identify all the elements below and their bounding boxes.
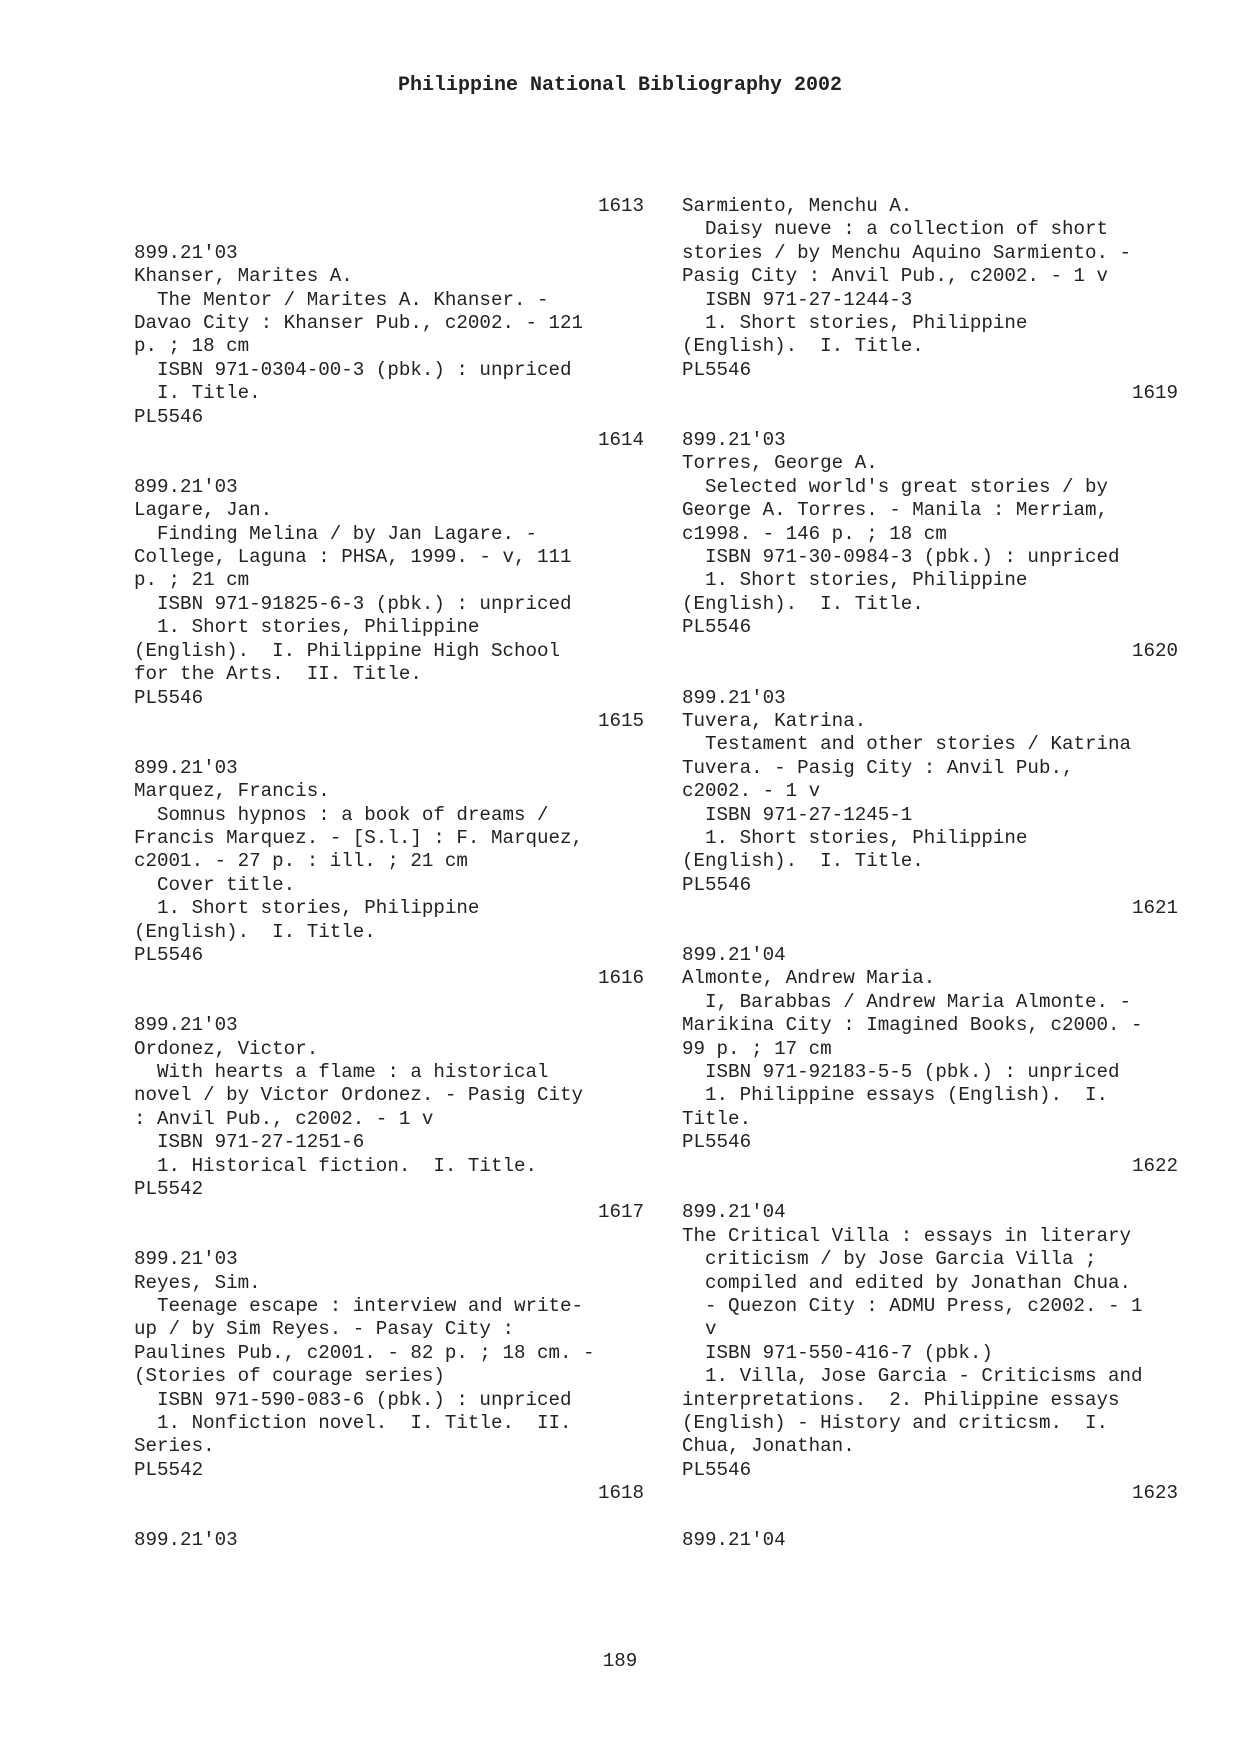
line-gap (682, 406, 1178, 429)
right-column (682, 195, 1178, 1552)
entry-line: ISBN 971-27-1251-6 (134, 1131, 365, 1154)
entry-number: 1623 (1131, 1482, 1178, 1505)
entry-line: (English). I. Title. (682, 850, 924, 873)
entry-line: Tuvera. - Pasig City : Anvil Pub., (682, 756, 1074, 779)
entry-line: 1. Short stories, Philippine (134, 616, 480, 639)
entry-line: Tuvera, Katrina. (682, 709, 867, 732)
entry-line: ISBN 971-30-0984-3 (pbk.) : unpriced (682, 546, 1120, 569)
entry-line: c1998. - 146 p. ; 18 cm (682, 522, 947, 545)
entry-line: PL5546 (682, 358, 752, 381)
entry-number: 1615 (597, 709, 644, 732)
entry-line: With hearts a flame : a historical (134, 1060, 549, 1083)
entry-line: interpretations. 2. Philippine essays (682, 1388, 1120, 1411)
line-gap (134, 1225, 644, 1248)
entry-line: Chua, Jonathan. (682, 1435, 855, 1458)
entry-line: v (682, 1318, 717, 1341)
entry-line: PL5542 (134, 1458, 204, 1481)
entry-line: 1. Villa, Jose Garcia - Criticisms and (682, 1365, 1143, 1388)
entry-number: 1621 (1131, 897, 1178, 920)
entry-line: 899.21'03 (682, 429, 786, 452)
entry-line: PL5542 (134, 1178, 204, 1200)
entry-line: 899.21'03 (134, 756, 238, 779)
entry-number: 1620 (1131, 639, 1178, 662)
entry-line: Cover title. (134, 873, 296, 896)
entry-line: Torres, George A. (682, 452, 878, 475)
entry-line: ISBN 971-27-1245-1 (682, 803, 913, 826)
entry-line: ISBN 971-27-1244-3 (682, 288, 913, 311)
entry-line: ISBN 971-0304-00-3 (pbk.) : unpriced (134, 358, 572, 381)
entry-line: Somnus hypnos : a book of dreams / (134, 803, 549, 826)
entry-line: Pasig City : Anvil Pub., c2002. - 1 v (682, 265, 1109, 288)
entry-line: 1. Nonfiction novel. I. Title. II. (134, 1412, 572, 1435)
entry-line: 899.21'03 (134, 1014, 238, 1037)
entry-line: 899.21'03 (682, 686, 786, 709)
entry-line: PL5546 (134, 686, 204, 709)
entry-line: Daisy nueve : a collection of short (682, 218, 1109, 241)
entry-line: PL5546 (682, 616, 752, 639)
entry-line: criticism / by Jose Garcia Villa ; (682, 1248, 1097, 1271)
entry-line: for the Arts. II. Title. (134, 663, 422, 686)
entry-line: PL5546 (682, 1131, 752, 1154)
entry-line: Title. (682, 1107, 752, 1130)
entry-number: 1618 (597, 1482, 644, 1505)
entry-line: Lagare, Jan. (134, 499, 273, 522)
entry-line: Reyes, Sim. (134, 1271, 261, 1294)
entry-line: 899.21'04 (682, 943, 786, 966)
entry-line: ISBN 971-550-416-7 (pbk.) (682, 1341, 993, 1364)
entry-line: Testament and other stories / Katrina (682, 733, 1132, 756)
line-gap (682, 1178, 1178, 1201)
entry-number: 1619 (1131, 382, 1178, 405)
entry-line: PL5546 (134, 405, 204, 428)
entry-line: ISBN 971-590-083-6 (pbk.) : unpriced (134, 1388, 572, 1411)
entry-line: 1. Historical fiction. I. Title. (134, 1154, 538, 1177)
entry-line: Teenage escape : interview and write- (134, 1295, 584, 1318)
entry-line: stories / by Menchu Aquino Sarmiento. - (682, 241, 1132, 264)
entry-line: I, Barabbas / Andrew Maria Almonte. - (682, 990, 1132, 1013)
line-gap (134, 452, 644, 475)
entry-line: The Critical Villa : essays in literary (682, 1224, 1132, 1247)
entry-number: 1614 (597, 429, 644, 452)
entry-line: up / by Sim Reyes. - Pasay City : (134, 1318, 514, 1341)
entry-line: Khanser, Marites A. (134, 265, 353, 288)
line-gap (682, 1506, 1178, 1529)
entry-line: Series. (134, 1435, 215, 1458)
line-gap (134, 1506, 644, 1529)
entry-line: c2002. - 1 v (682, 780, 821, 803)
entry-line: - Quezon City : ADMU Press, c2002. - 1 (682, 1295, 1143, 1318)
entry-line: p. ; 21 cm (134, 569, 250, 592)
entry-line: The Mentor / Marites A. Khanser. - (134, 288, 549, 311)
entry-line: College, Laguna : PHSA, 1999. - v, 111 (134, 546, 572, 569)
entry-line: c2001. - 27 p. : ill. ; 21 cm (134, 850, 468, 873)
entry-line: 1. Short stories, Philippine (134, 897, 480, 920)
entry-line: compiled and edited by Jonathan Chua. (682, 1271, 1132, 1294)
entry-line: Francis Marquez. - [S.l.] : F. Marquez, (134, 826, 584, 849)
entry-line: ISBN 971-92183-5-5 (pbk.) : unpriced (682, 1060, 1120, 1083)
entry-line: (English). I. Philippine High School (134, 639, 561, 662)
entry-line: (English). I. Title. (682, 335, 924, 358)
entry-line: Marquez, Francis. (134, 780, 330, 803)
left-column (134, 195, 644, 1552)
line-gap (134, 991, 644, 1014)
line-gap (682, 921, 1178, 944)
entry-line: : Anvil Pub., c2002. - 1 v (134, 1107, 434, 1130)
entry-line: ISBN 971-91825-6-3 (pbk.) : unpriced (134, 592, 572, 615)
line-gap (682, 663, 1178, 686)
entry-line: 1. Short stories, Philippine (682, 826, 1028, 849)
entry-line: (English) - History and criticsm. I. (682, 1412, 1109, 1435)
entry-line: Almonte, Andrew Maria. (682, 967, 936, 990)
entry-line: p. ; 18 cm (134, 335, 250, 358)
entry-line: 899.21'03 (134, 475, 238, 498)
entry-line: 1. Short stories, Philippine (682, 312, 1028, 335)
entry-line: 899.21'04 (682, 1529, 786, 1552)
line-gap (134, 218, 644, 241)
line-gap (134, 733, 644, 756)
entry-line: Sarmiento, Menchu A. (682, 195, 913, 217)
entry-line: (English). I. Title. (134, 920, 376, 943)
entry-line: 99 p. ; 17 cm (682, 1037, 832, 1060)
entry-line: 1. Philippine essays (English). I. (682, 1084, 1109, 1107)
entry-line: 899.21'03 (134, 241, 238, 264)
page-number: 189 (602, 1650, 638, 1672)
entry-line: Finding Melina / by Jan Lagare. - (134, 522, 538, 545)
entry-line: PL5546 (134, 943, 204, 966)
entry-line: 899.21'03 (134, 1248, 238, 1271)
entry-line: I. Title. (134, 382, 261, 405)
entry-line: 1. Short stories, Philippine (682, 569, 1028, 592)
entry-line: 899.21'03 (134, 1529, 238, 1552)
entry-line: Paulines Pub., c2001. - 82 p. ; 18 cm. - (134, 1341, 595, 1364)
entry-number: 1622 (1131, 1154, 1178, 1177)
entry-line: (English). I. Title. (682, 592, 924, 615)
entry-line: (Stories of courage series) (134, 1365, 445, 1388)
entry-line: Davao City : Khanser Pub., c2002. - 121 (134, 312, 584, 335)
entry-line: Selected world's great stories / by (682, 475, 1109, 498)
entry-line: PL5546 (682, 873, 752, 896)
entry-number: 1617 (597, 1201, 644, 1224)
entry-line: 899.21'04 (682, 1201, 786, 1224)
entry-number: 1613 (597, 195, 644, 217)
entry-line: Marikina City : Imagined Books, c2000. - (682, 1014, 1143, 1037)
page-header-title: Philippine National Bibliography 2002 (397, 74, 843, 97)
entry-number: 1616 (597, 967, 644, 990)
entry-line: PL5546 (682, 1458, 752, 1481)
entry-line: Ordonez, Victor. (134, 1037, 319, 1060)
entry-line: George A. Torres. - Manila : Merriam, (682, 499, 1109, 522)
entry-line: novel / by Victor Ordonez. - Pasig City (134, 1084, 584, 1107)
